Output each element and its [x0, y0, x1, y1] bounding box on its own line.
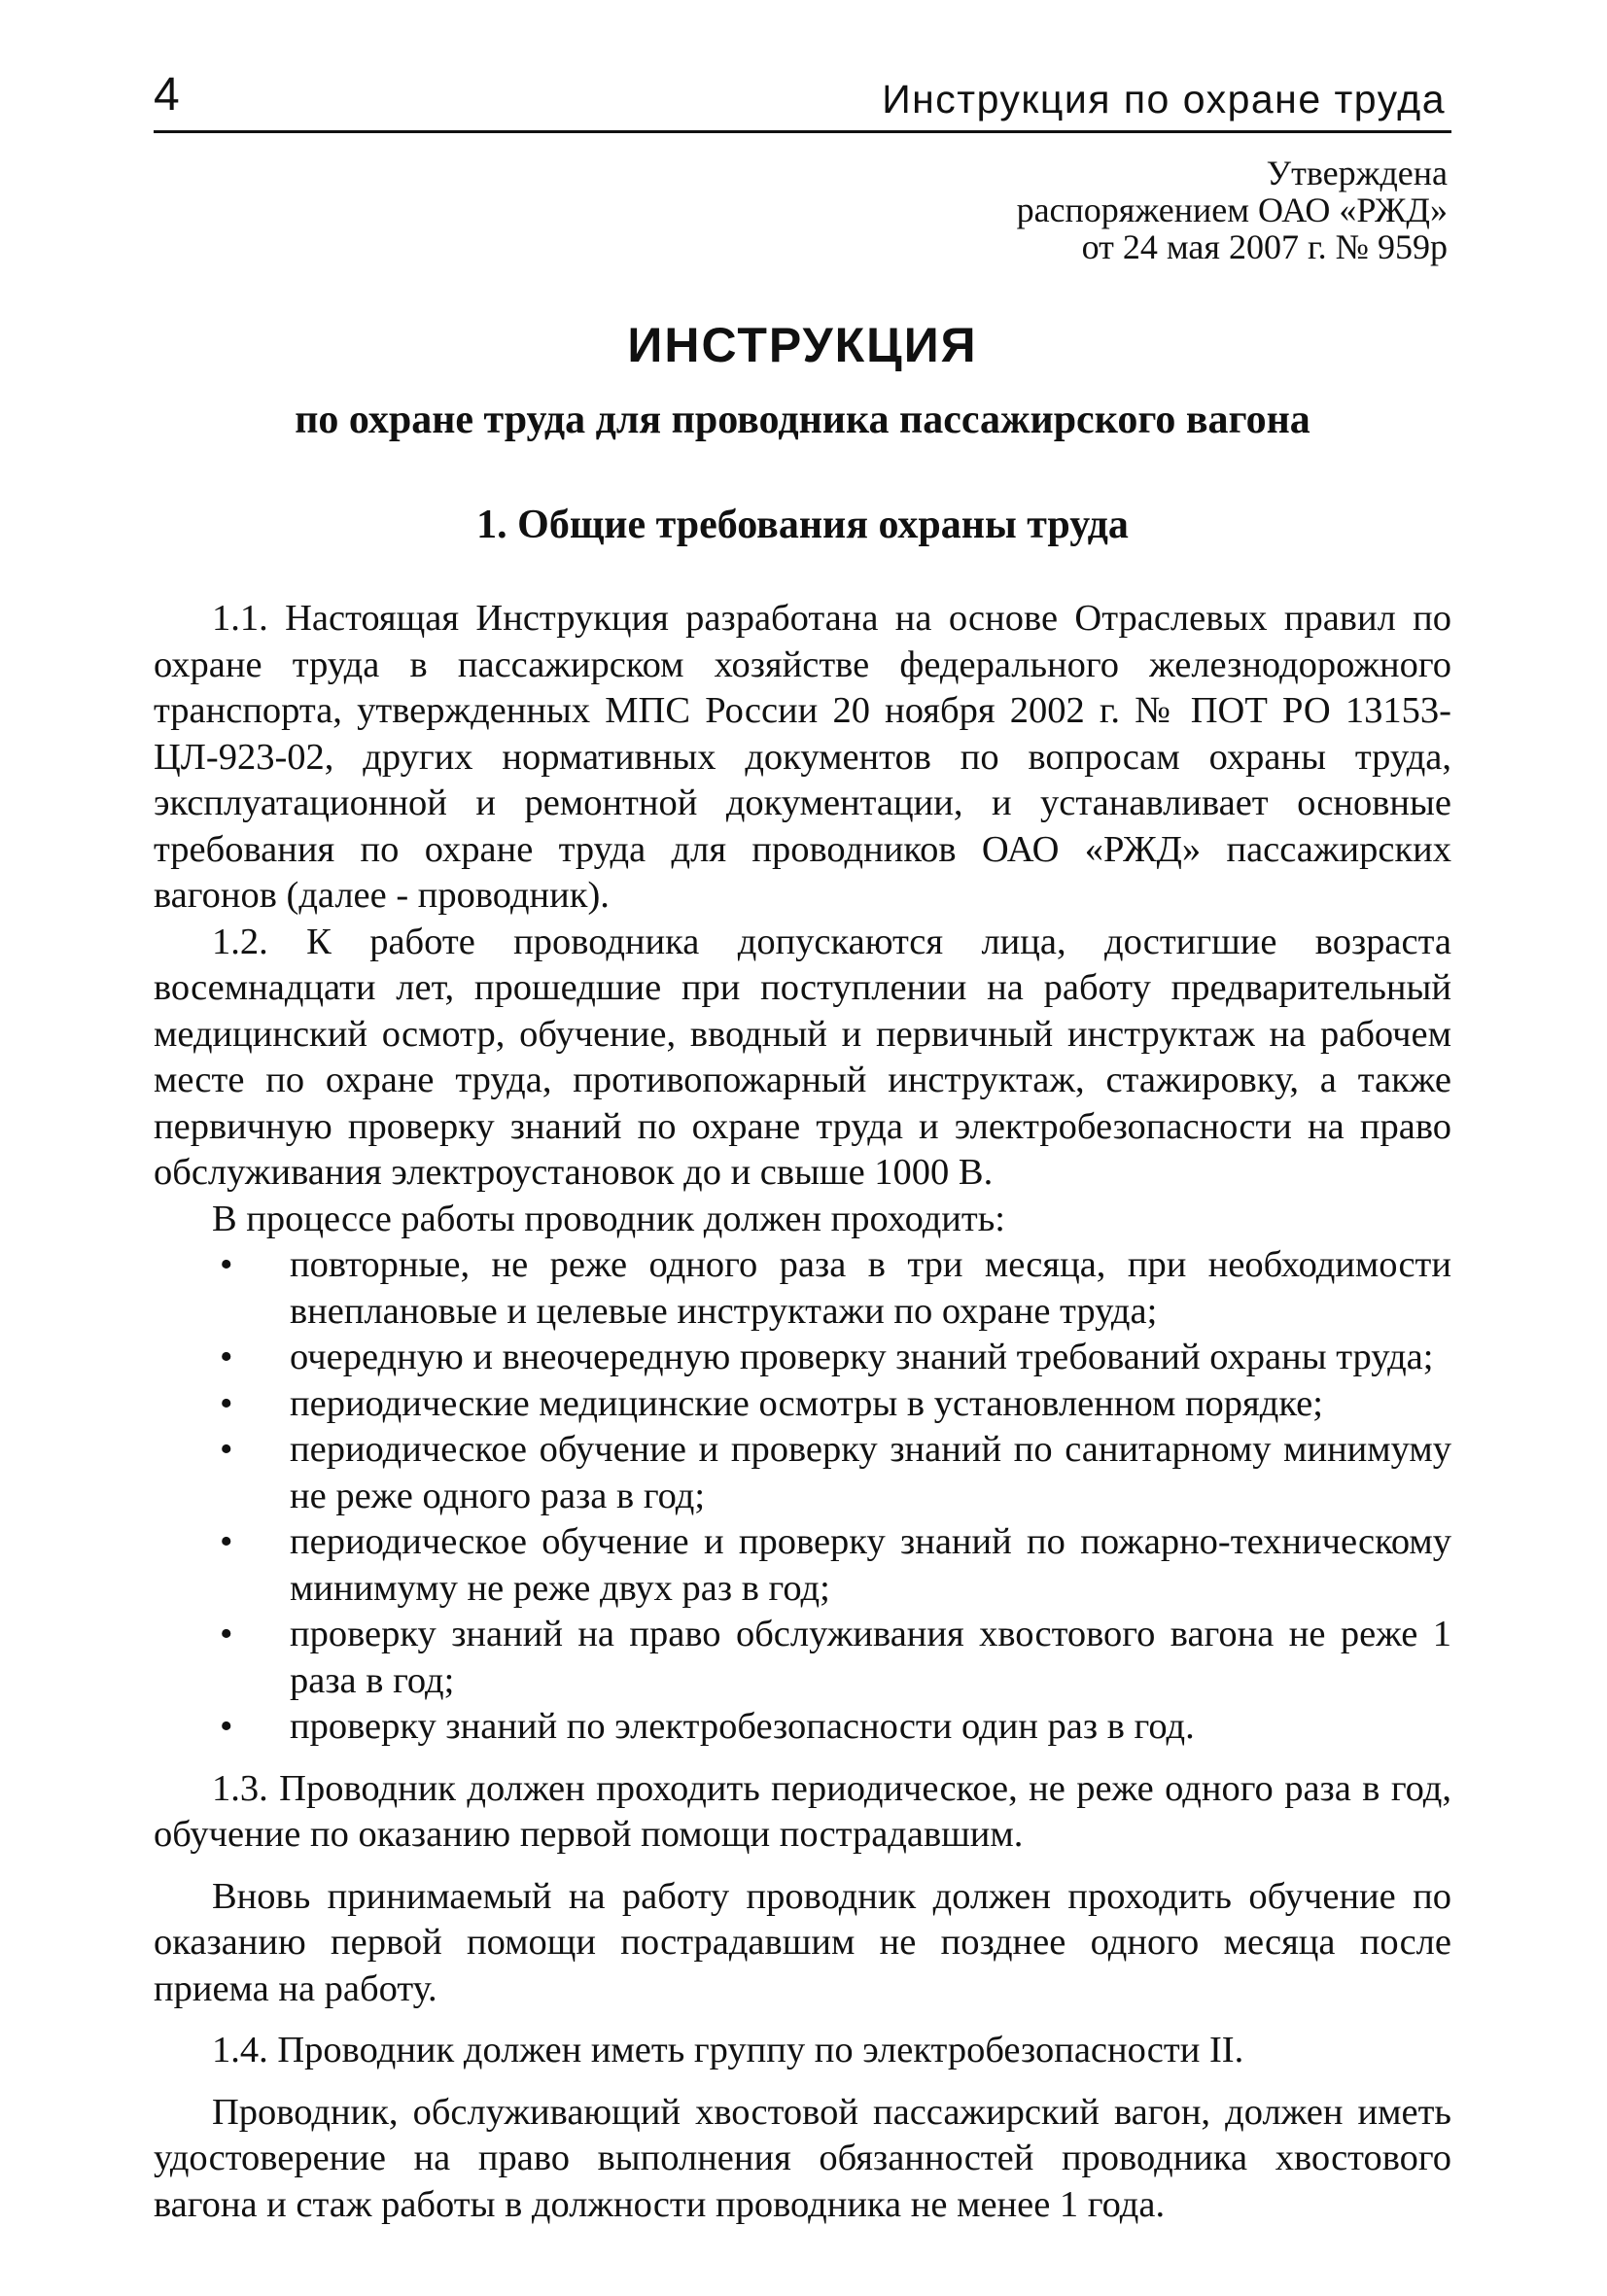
list-item: • периодическое обучение и проверку знаний по пожарно-техническому минимуму не реже двух раз в год; [154, 1519, 1451, 1612]
page-number: 4 [154, 69, 180, 121]
requirements-list [154, 1242, 1451, 1751]
list-item: • очередную и внеочередную проверку знаний требований охраны труда; [154, 1335, 1451, 1381]
paragraph-1-2: 1.2. К работе проводника допускаются лица, достигшие возраста восемнадцати лет, прошедшие при поступлении на работу предварительный медицинский осмотр, обучение, вводный и первичный инструктаж на рабочем месте по охране труда, противопожарный инструктаж, стажировку, а также первичную проверку знаний по охране труда и электробезопасности на право обслуживания электроустановок до и свыше 1000 В. [154, 921, 1451, 1193]
paragraph-tail-car: Проводник, обслуживающий хвостовой пассажирский вагон, должен иметь удостоверение на право выполнения обязанностей проводника хвостового вагона и стаж работы в должности проводника не менее 1 года. [154, 2091, 1451, 2225]
paragraph-new-employee: Вновь принимаемый на работу проводник должен проходить обучение по оказанию первой помощи пострадавшим не позднее одного месяца после приема на работу. [154, 1875, 1451, 2009]
paragraph-1-1: 1.1. Настоящая Инструкция разработана на основе Отраслевых правил по охране труда в пассажирском хозяйстве федерального железнодорожного транспорта, утвержденных МПС России 20 ноября 2002 г. № ПОТ РО 13153-ЦЛ-923-02, других нормативных документов по вопросам охраны труда, эксплуатационной и ремонтной документации, и устанавливает основные требования по охране труда для проводников ОАО «РЖД» пассажирских вагонов (далее - проводник). [154, 598, 1451, 916]
list-item: • периодическое обучение и проверку знаний по санитарному минимуму не реже одного раза в год; [154, 1427, 1451, 1519]
list-item: • повторные, не реже одного раза в три месяца, при необходимости внеплановые и целевые инструктажи по охране труда; [154, 1242, 1451, 1335]
list-item: • проверку знаний на право обслуживания хвостового вагона не реже 1 раза в год; [154, 1612, 1451, 1704]
approval-block [154, 155, 1451, 265]
document-page [154, 60, 1451, 2228]
list-item: • периодические медицинские осмотры в установленном порядке; [154, 1381, 1451, 1428]
document-title: ИНСТРУКЦИЯ [627, 318, 978, 372]
approval-line-2: распоряжением ОАО «РЖД» [1016, 191, 1448, 229]
section-heading: 1. Общие требования охраны труда [476, 503, 1129, 547]
approval-line-1: Утверждена [1266, 154, 1448, 192]
approval-line-3: от 24 мая 2007 г. № 959р [1081, 227, 1448, 266]
paragraph-process-intro: В процессе работы проводник должен проходить: [212, 1198, 1005, 1239]
list-item: • проверку знаний по электробезопасности один раз в год. [154, 1704, 1451, 1751]
paragraph-1-4: 1.4. Проводник должен иметь группу по электробезопасности II. [212, 2030, 1244, 2070]
document-subtitle: по охране труда для проводника пассажирского вагона [295, 398, 1310, 442]
running-title: Инструкция по охране труда [882, 77, 1446, 122]
running-header [154, 60, 1451, 133]
body-text [154, 596, 1451, 2228]
paragraph-1-3: 1.3. Проводник должен проходить периодическое, не реже одного раза в год, обучение по оказанию первой помощи пострадавшим. [154, 1767, 1451, 1855]
